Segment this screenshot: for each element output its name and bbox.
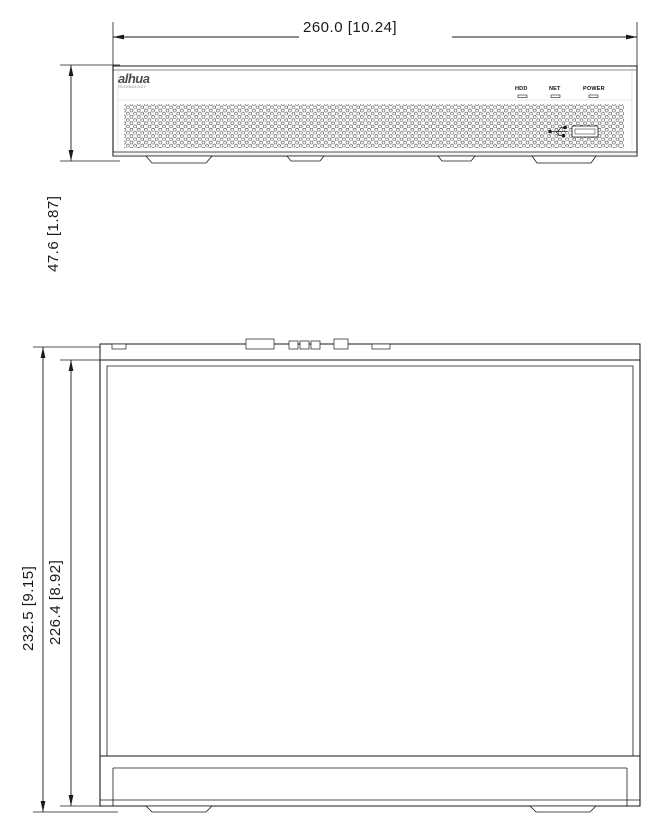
power-led-indicator xyxy=(589,95,598,98)
width-dimension-label: 260.0 [10.24] xyxy=(303,19,398,36)
depth-body-dimension-label: 226.4 [8.92] xyxy=(47,559,64,645)
brand-logo xyxy=(118,72,200,88)
depth-overall-dimension-label: 232.5 [9.15] xyxy=(20,565,37,651)
height-dimension-label: 47.6 [1.87] xyxy=(45,195,62,272)
brand-logo-subtext: TECHNOLOGY xyxy=(118,85,147,89)
power-led-label: POWER xyxy=(583,86,605,92)
top-view xyxy=(100,339,640,812)
net-led-label: NET xyxy=(549,86,561,92)
height-dimension-line xyxy=(60,65,120,161)
net-led-indicator xyxy=(551,95,560,98)
hdd-led-label: HDD xyxy=(515,86,528,92)
hdd-led-indicator xyxy=(518,95,527,98)
brand-logo-text: alhua xyxy=(118,71,150,86)
